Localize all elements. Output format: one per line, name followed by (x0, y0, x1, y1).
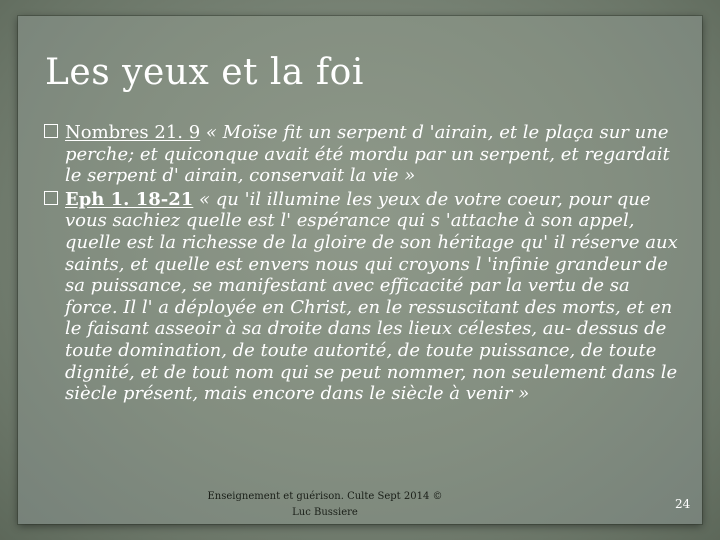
reference-nombres: Nombres 21. 9 (65, 122, 201, 143)
square-bullet-icon (44, 124, 58, 138)
paragraph-nombres (44, 122, 680, 187)
slide-footer (200, 489, 450, 521)
slide-title: Les yeux et la foi (45, 52, 364, 93)
slide-body (44, 122, 680, 407)
quote-nombres: « Moïse fit un serpent d 'airain, et le plaça sur une perche; et quiconque avait été mordu par un serpent, et regardait le serpent d' airain, conservait la vie » (65, 122, 670, 187)
paragraph-ephesiens (44, 189, 680, 405)
square-bullet-icon (44, 191, 58, 205)
footer-line-2: Luc Bussiere (292, 507, 358, 518)
quote-ephesiens: « qu 'il illumine les yeux de votre coeur, pour que vous sachiez quelle est l' espérance qui s 'attache à son appel, quelle est la richesse de la gloire de son héritage qu' il réserve aux saints, et quelle est envers nous qui croyons l 'infinie grandeur de sa puissance, se manifestant avec efficacité par la vertu de sa force. Il l' a déployée en Christ, en le ressuscitant des morts, et en le faisant asseoir à sa droite dans les lieux célestes, au- dessus de toute domination, de toute autorité, de toute puissance, de toute dignité, et de tout nom qui se peut nommer, non seulement dans le siècle présent, mais encore dans le siècle à venir » (65, 188, 678, 405)
footer-line-1: Enseignement et guérison. Culte Sept 2014 © (207, 491, 443, 502)
page-number: 24 (675, 497, 691, 511)
reference-ephesiens: Eph 1. 18-21 (65, 188, 194, 210)
